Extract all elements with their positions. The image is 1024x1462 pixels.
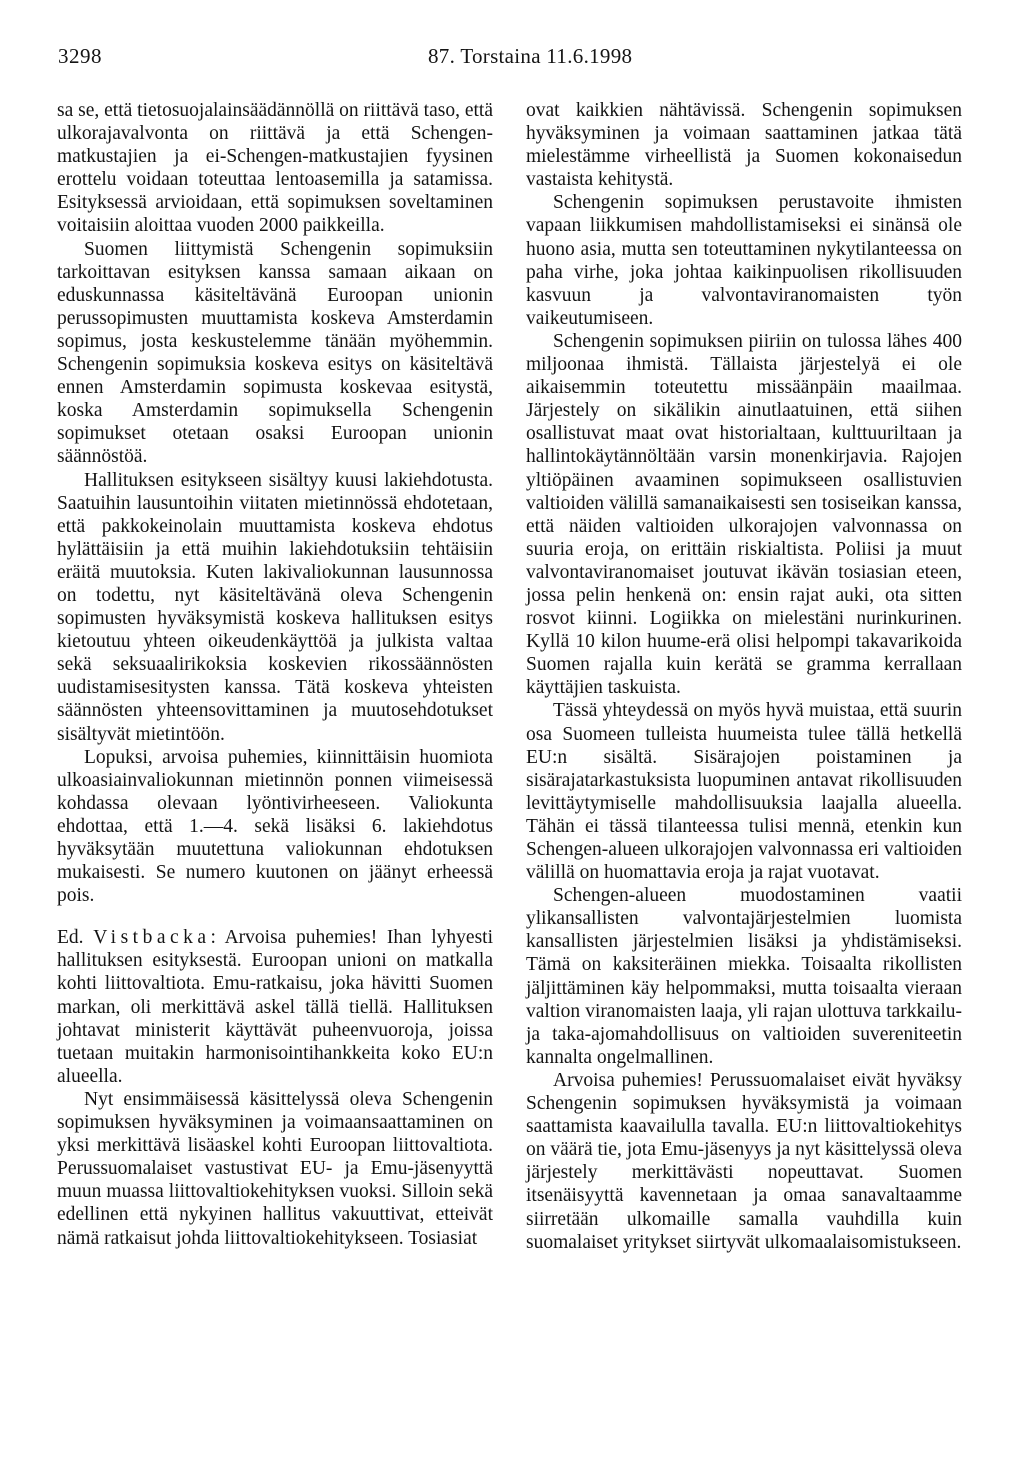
- running-head: 87. Torstaina 11.6.1998: [428, 44, 633, 68]
- left-column: [57, 99, 493, 1250]
- paragraph: sa se, että tietosuojalainsäädännöllä on riittävä taso, että ulkorajavalvonta on riittävä ja että Schengen-matkustajien ja ei-Schengen-matkustajien fyysinen erottelu voidaan toteuttaa lentoasemilla ja satamissa. Esityksessä arvioidaan, että sopimuksen soveltaminen voitaisiin aloittaa vuoden 2000 paikkeilla.: [57, 100, 493, 237]
- right-column: [526, 99, 962, 1254]
- speech-paragraph: [57, 926, 493, 1088]
- paragraph: Hallituksen esitykseen sisältyy kuusi lakiehdotusta. Saatuihin lausuntoihin viitaten mietinnössä ehdotetaan, että pakkokeinolain muuttamista koskeva ehdotus hylättäisiin ja että muihin lakiehdotuksiin tehtäisiin eräitä muutoksia. Kuten lakivaliokunnan lausunnossa on todettu, nyt käsiteltävänä oleva Schengenin sopimusten hyväksymistä koskeva hallituksen esitys kietoutuu yhteen oikeudenkäyttöä ja julkista valtaa sekä seksuaalirikoksia koskevien rikossäännösten uudistamisesitysten kanssa. Tätä koskeva yhteisten säännösten yhteensovittaminen ja muutosehdotukset sisältyvät mietintöön.: [57, 469, 493, 745]
- paragraph: Schengenin sopimuksen perustavoite ihmisten vapaan liikkumisen mahdollistamiseksi ei sinänsä ole huono asia, mutta sen toteuttaminen nykytilanteessa on paha virhe, joka johtaa kaikinpuolisen rikollisuuden kasvuun ja valvontaviranomaisten työn vaikeutumiseen.: [526, 192, 962, 329]
- paragraph: Arvoisa puhemies! Perussuomalaiset eivät hyväksy Schengenin sopimuksen hyväksymistä ja voimaan saattamista kaavailulla tavalla. EU:n liittovaltiokehitys on väärä tie, jota Emu-jäsenyys ja nyt käsittelyssä oleva järjestely merkittävästi nopeuttavat. Suomen itsenäisyyttä kavennetaan ja omaa sanavaltaamme siirretään ulkomaille samalla vauhdilla kuin suomalaiset yritykset siirtyvät ulkomaalaisomistukseen.: [526, 1069, 962, 1253]
- paragraph: Tässä yhteydessä on myös hyvä muistaa, että suurin osa Suomeen tulleista huumeista tulee tällä hetkellä EU:n sisältä. Sisärajojen poistaminen ja sisärajatarkastuksista luopuminen antavat rikollisuuden levittäytymiselle mahdollisuuksia laajalla alueella. Tähän ei tässä tilanteessa tulisi mennä, etenkin kun Schengen-alueen ulkorajojen valvonnassa eri valtioiden välillä on huomattavia eroja ja rajat vuotavat.: [526, 700, 962, 884]
- paragraph: Schengen-alueen muodostaminen vaatii ylikansallisten valvontajärjestelmien luomista kansallisten järjestelmien lisäksi ja yhdistämiseksi. Tämä on kaksiteräinen miekka. Toisaalta rikollisten jäljittäminen käy helpommaksi, mutta toisaalta vieraan valtion viranomaisten laaja, yli rajan ulottuva tarkkailu- ja taka-ajomahdollisuus on valtioiden suvereniteetin kannalta ongelmallinen.: [526, 885, 962, 1068]
- speaker-name: Vistbacka: [93, 927, 211, 949]
- paragraph: ovat kaikkien nähtävissä. Schengenin sopimuksen hyväksyminen ja voimaan saattaminen jatkaa tätä mielestämme virheellistä ja Suomen kokonaisedun vastaista kehitystä.: [526, 100, 962, 191]
- paragraph: Lopuksi, arvoisa puhemies, kiinnittäisin huomiota ulkoasiainvaliokunnan mietinnön ponnen viimeisessä kohdassa olevaan lyöntivirheeseen. Valiokunta ehdottaa, että 1.—4. sekä lisäksi 6. lakiehdotus hyväksytään muutettuna valiokunnan ehdotuksen mukaisesti. Se numero kuutonen on jäänyt erheessä pois.: [57, 746, 493, 907]
- paragraph: Suomen liittymistä Schengenin sopimuksiin tarkoittavan esityksen kanssa samaan aikaan on eduskunnassa käsiteltävänä Euroopan unionin perussopimusten muuttamista koskeva Amsterdamin sopimus, josta keskustelemme tänään myöhemmin. Schengenin sopimuksia koskeva esitys on käsiteltävä ennen Amsterdamin sopimusta koskevaa esitystä, koska Amsterdamin sopimuksella Schengenin sopimukset otetaan osaksi Euroopan unionin säännöstöä.: [57, 238, 493, 468]
- paragraph: Nyt ensimmäisessä käsittelyssä oleva Schengenin sopimuksen hyväksyminen ja voimaansaattaminen on yksi merkittävä lisäaskel kohti Euroopan liittovaltiota. Perussuomalaiset vastustivat EU- ja Emu-jäsenyyttä muun muassa liittovaltiokehityksen vuoksi. Silloin sekä edellinen että nykyinen hallitus vakuuttivat, etteivät nämä ratkaisut johda liittovaltiokehitykseen. Tosiasiat: [57, 1088, 493, 1249]
- speech-text: : Arvoisa puhemies! Ihan lyhyesti hallituksen esityksestä. Euroopan unioni on matkalla kohti liittovaltiota. Emu-ratkaisu, joka hävitti Suomen markan, oli merkittävä askel tällä tiellä. Hallituksen johtavat ministerit käyttävät puheenvuoroja, joissa tuetaan muitakin harmonisointihankkeita koko EU:n alueella.: [57, 927, 493, 1087]
- page-number: 3298: [58, 44, 102, 68]
- paragraph: Schengenin sopimuksen piiriin on tulossa lähes 400 miljoonaa ihmistä. Tällaista järjestelyä ei ole aikaisemmin toteutettu missäänpäin maailmaa. Järjestely on sikälikin ainutlaatuinen, että siihen osallistuvat maat ovat historialtaan, kulttuuriltaan ja hallintokäytännöltään varsin monenkirjavia. Rajojen yltiöpäinen avaaminen sopimukseen osallistuvien valtioiden välillä samanaikaisesti sen tosiseikan kanssa, että näiden valtioiden ulkorajojen valvonnassa on suuria eroja, on erittäin riskialtista. Poliisi ja muut valvontaviranomaiset joutuvat ikävän tosiasian eteen, jossa pelin henkenä on: ensin rajat auki, ota sitten rosvot kiinni. Logiikka on mielestäni nurinkurinen. Kyllä 10 kilon huume-erä olisi helpompi takavarikoida Suomen rajalla kuin kerätä se gramma kerrallaan käyttäjien taskuista.: [526, 330, 962, 699]
- speech-prefix: Ed.: [57, 927, 84, 949]
